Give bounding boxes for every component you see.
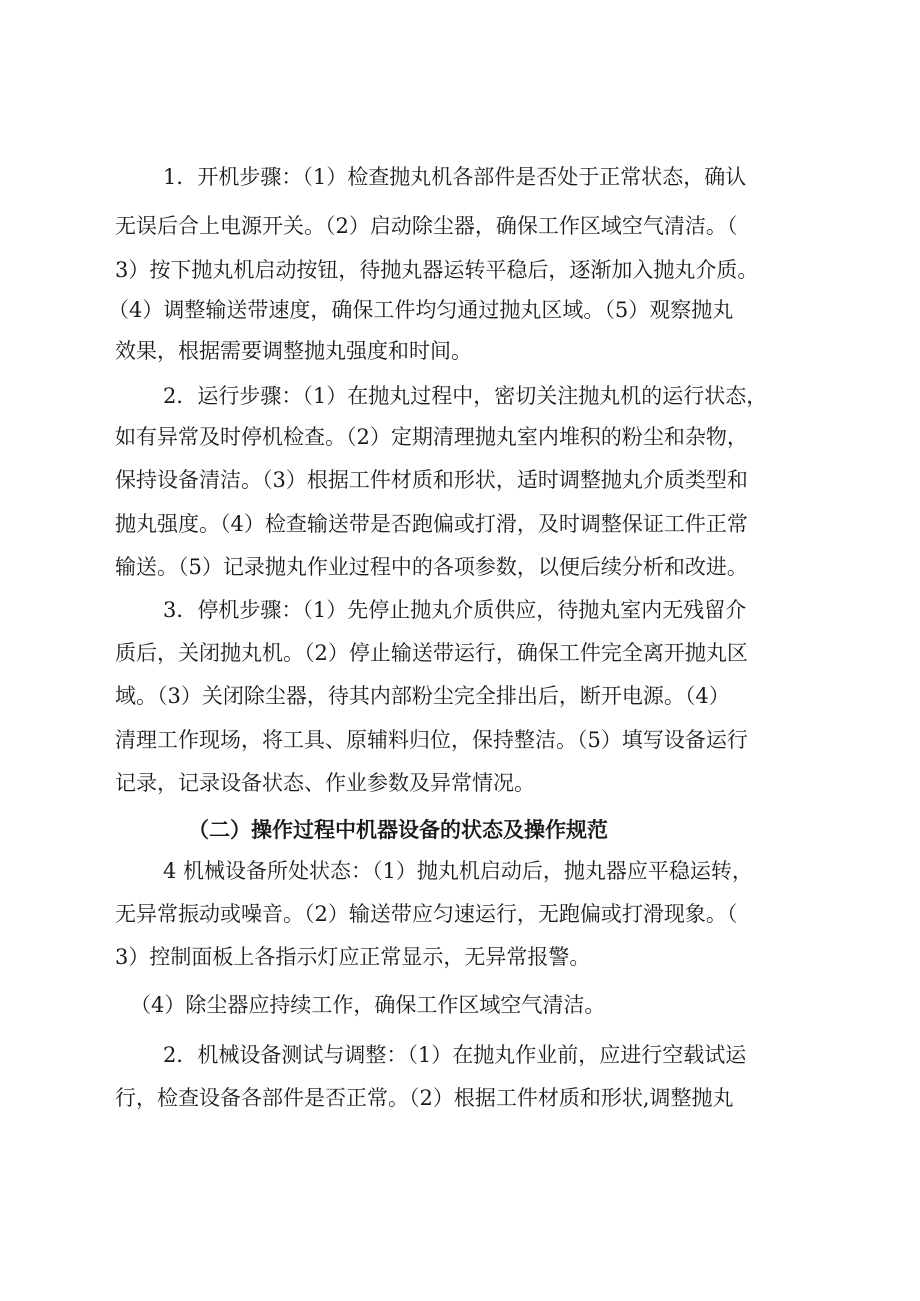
paragraph-2-line-4: 抛丸强度。（4）检查输送带是否跑偏或打滑，及时调整保证工件正常 [115,512,748,536]
paragraph-4-line-1: 4 机械设备所处状态：（1）抛丸机启动后，抛丸器应平稳运转， [163,859,753,883]
paragraph-3-line-3: 域。（3）关闭除尘器，待其内部粉尘完全排出后，断开电源。（4） [115,684,730,708]
paragraph-4-line-2: 无异常振动或噪音。（2）输送带应匀速运行，无跑偏或打滑现象。（ [115,902,738,926]
section-heading: （二）操作过程中机器设备的状态及操作规范 [188,818,608,842]
paragraph-3-line-2: 质后，关闭抛丸机。（2）停止输送带运行，确保工件完全离开抛丸区 [115,641,748,665]
paragraph-4-line-3: 3）控制面板上各指示灯应正常显示，无异常报警。 [115,945,591,969]
paragraph-2-line-5: 输送。（5）记录抛丸作业过程中的各项参数，以便后续分析和改进。 [115,555,748,579]
paragraph-2-line-3: 保持设备清洁。（3）根据工件材质和形状，适时调整抛丸介质类型和 [115,468,748,492]
paragraph-4-line-4: （4）除尘器应持续工作，确保工作区域空气清洁。 [130,993,606,1017]
paragraph-3-line-1: 3．停机步骤：（1）先停止抛丸介质供应，待抛丸室内无残留介 [163,598,747,622]
paragraph-1-line-1: 1．开机步骤：（1）检查抛丸机各部件是否处于正常状态，确认 [163,165,747,189]
paragraph-2-line-1: 2．运行步骤：（1）在抛丸过程中，密切关注抛丸机的运行状态， [163,384,768,408]
paragraph-3-line-5: 记录，记录设备状态、作业参数及异常情况。 [115,771,535,795]
paragraph-3-line-4: 清理工作现场，将工具、原辅料归位，保持整洁。（5）填写设备运行 [115,728,748,752]
paragraph-2-line-2: 如有异常及时停机检查。（2）定期清理抛丸室内堆积的粉尘和杂物， [115,425,748,449]
paragraph-1-line-3: 3）按下抛丸机启动按钮，待抛丸器运转平稳后，逐渐加入抛丸介质。 [115,258,759,282]
paragraph-1-line-5: 效果，根据需要调整抛丸强度和时间。 [115,339,472,363]
paragraph-1-line-4: （4）调整输送带速度，确保工件均匀通过抛丸区域。（5）观察抛丸 [108,298,734,322]
paragraph-5-line-2: 行，检查设备各部件是否正常。（2）根据工件材质和形状,调整抛丸 [115,1086,734,1110]
paragraph-5-line-1: 2．机械设备测试与调整：（1）在抛丸作业前，应进行空载试运 [163,1043,747,1067]
paragraph-1-line-2: 无误后合上电源开关。（2）启动除尘器，确保工作区域空气清洁。（ [115,214,738,238]
